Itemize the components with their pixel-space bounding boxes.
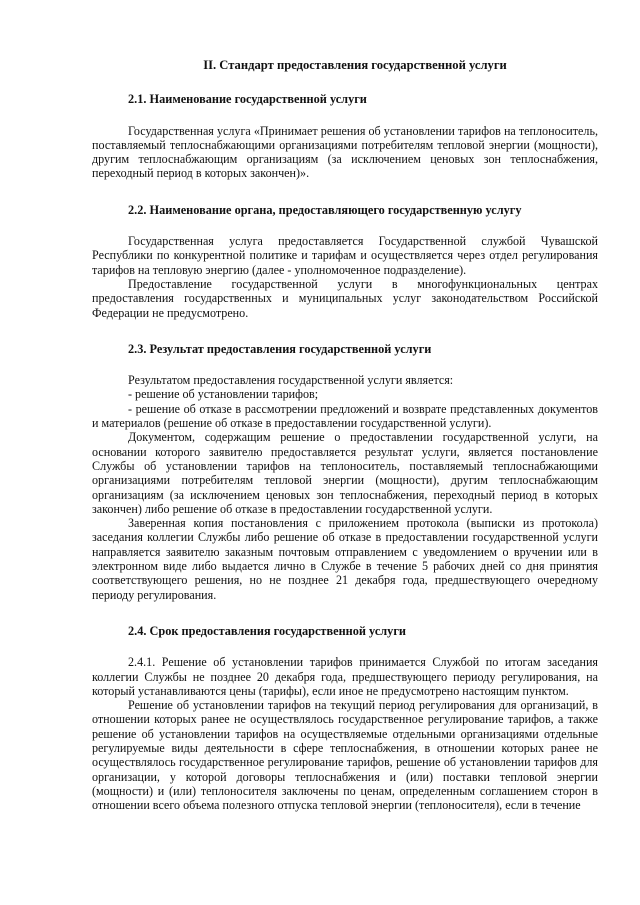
section-title-2-2: 2.2. Наименование органа, предоставляющего государственную услугу [128,202,522,217]
section-body-2-1 [92,124,598,181]
section-title-2-1: 2.1. Наименование государственной услуги [128,92,367,107]
section-title-2-3: 2.3. Результат предоставления государственной услуги [128,341,432,356]
section-body-2-2 [92,234,598,320]
paragraph: Решение об установлении тарифов на текущий период регулирования для организаций, в отношении которых ранее не осуществлялось государственное регулирование тарифов, а также решение об установлении тарифов на осуществляемые отдельными организациями отдельные регулируемые виды деятельности в сфере теплоснабжения, в отношении которых ранее не осуществлялось государственное регулирование тарифов, решение об установлении тарифов для организации, у которой договоры теплоснабжения и (или) поставки тепловой энергии (мощности) и (или) теплоносителя заключены по ценам, определенным соглашением сторон в отношении всего объема полезного отпуска тепловой энергии (теплоносителя), если в течение [92,698,598,813]
paragraph: Предоставление государственной услуги в многофункциональных центрах предоставления государственных и муниципальных услуг законодательством Российской Федерации не предусмотрено. [92,276,598,320]
paragraph: Заверенная копия постановления с приложением протокола (выписки из протокола) заседания коллегии Службы либо решение об отказе в предоставлении государственной услуги направляется заявителю заказным почтовым отправлением с уведомлением о вручении или в электронном виде либо выдается лично в Службе в течение 5 рабочих дней со дня принятия соответствующего решения, но не позднее 21 декабря года, предшествующего очередному периоду регулирования. [92,516,598,602]
section-body-2-3 [92,373,598,602]
paragraph: Документом, содержащим решение о предоставлении государственной услуги, на основании которого заявителю предоставляется результат услуги, является постановление Службы об установлении тарифов на теплоноситель, поставляемый теплоснабжающими организациями потребителям тепловой энергии (мощности), другим теплоснабжающим организациям (за исключением ценовых зон теплоснабжения, переходный период в которых закончен) либо решение об отказе в предоставлении государственной услуги. [92,430,598,516]
document-title: II. Стандарт предоставления государственной услуги [203,58,507,72]
paragraph: Государственная услуга «Принимает решения об установлении тарифов на теплоноситель, поставляемый теплоснабжающими организациями потребителям тепловой энергии (мощности), другим теплоснабжающим организациям (за исключением ценовых зон теплоснабжения, переходный период в которых закончен)». [92,123,598,181]
list-item: - решение об установлении тарифов; [128,387,319,402]
paragraph: 2.4.1. Решение об установлении тарифов принимается Службой по итогам заседания коллегии Службы не позднее 20 декабря года, предшествующего периоду регулирования, на который устанавливаются цены (тарифы), если иное не предусмотрено настоящим пунктом. [92,655,598,698]
section-body-2-4 [92,655,598,812]
list-item: - решение об отказе в рассмотрении предложений и возврате представленных документов и материалов (решение об отказе в предоставлении государственной услуги). [92,401,598,431]
paragraph: Результатом предоставления государственной услуги является: [128,373,454,388]
paragraph: Государственная услуга предоставляется Государственной службой Чувашской Республики по конкурентной политике и тарифам и осуществляется через отдел регулирования тарифов на тепловую энергию (далее - уполномоченное подразделение). [92,234,598,277]
section-title-2-4: 2.4. Срок предоставления государственной услуги [128,623,406,638]
